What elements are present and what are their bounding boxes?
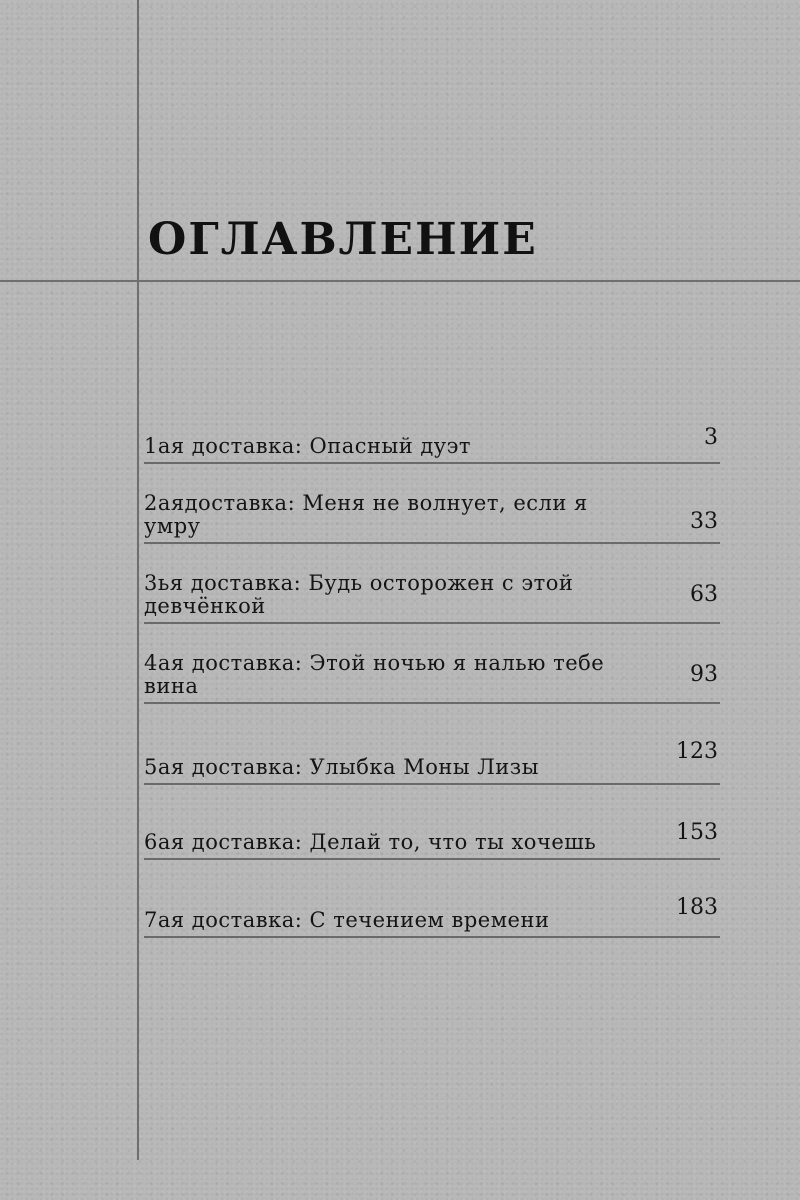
toc-entry-page: 3: [704, 425, 718, 450]
toc-entry-2[interactable]: [144, 470, 720, 544]
toc-entry-title: 4ая доставка: Этой ночью я налью тебе вина: [144, 651, 605, 698]
toc-entry-1[interactable]: [144, 410, 720, 464]
toc-entry-page: 93: [690, 662, 718, 687]
toc-entry-4[interactable]: [144, 630, 720, 704]
toc-entry-page: 183: [676, 895, 718, 920]
toc-entry-title: 3ья доставка: Будь осторожен с этой девчёнкой: [144, 571, 574, 618]
toc-entry-5[interactable]: [144, 710, 720, 785]
toc-entry-3[interactable]: [144, 550, 720, 624]
horizontal-rule: [0, 280, 800, 282]
toc-entry-page: 33: [690, 509, 718, 534]
toc-entry-title: 7ая доставка: С течением времени: [144, 908, 550, 932]
toc-entry-7[interactable]: [144, 866, 720, 938]
page-title: ОГЛАВЛЕНИЕ: [148, 214, 538, 265]
toc-entry-title: 2аядоставка: Меня не волнует, если я умру: [144, 491, 588, 538]
toc-entry-6[interactable]: [144, 791, 720, 860]
toc-entry-page: 63: [690, 582, 718, 607]
toc-entry-page: 153: [676, 820, 718, 845]
toc-entry-title: 5ая доставка: Улыбка Моны Лизы: [144, 755, 539, 779]
toc-entry-title: 1ая доставка: Опасный дуэт: [144, 434, 472, 458]
toc-entry-title: 6ая доставка: Делай то, что ты хочешь: [144, 830, 597, 854]
vertical-rule: [137, 0, 139, 1160]
toc-entry-page: 123: [676, 739, 718, 764]
